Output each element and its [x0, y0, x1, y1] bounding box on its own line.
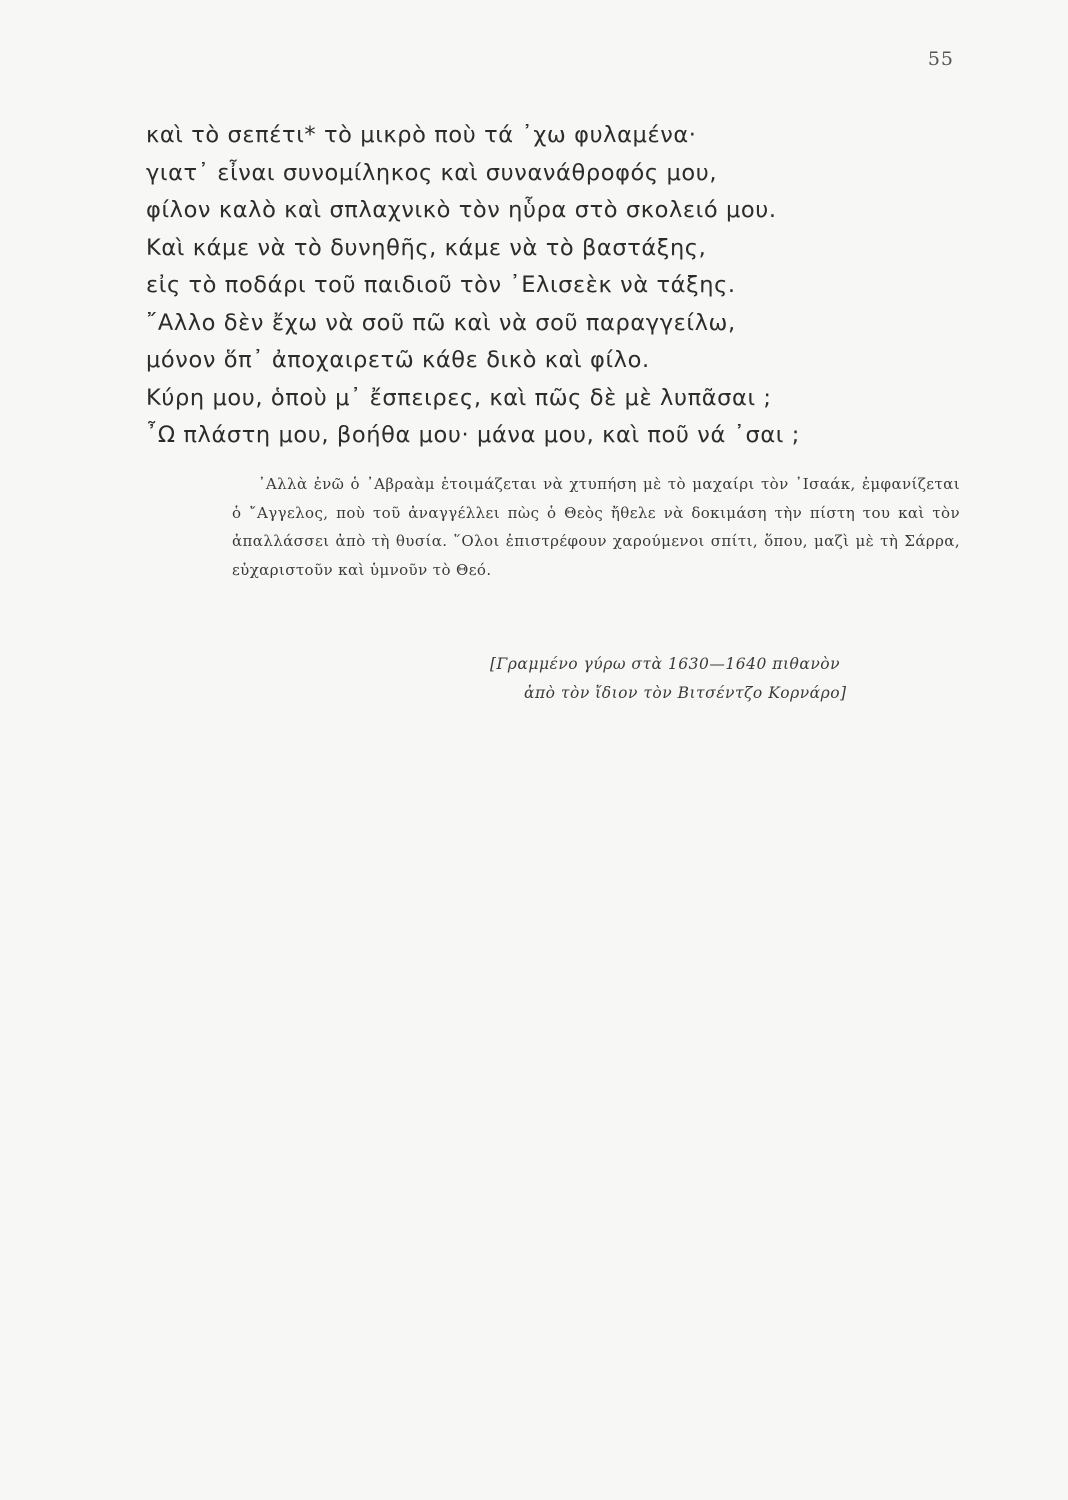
verse-line: ῏Ω πλάστη μου, βοήθα μου· μάνα μου, καὶ ποῦ νά ᾿σαι ; [146, 422, 800, 448]
source-note [490, 650, 960, 708]
verse-line: εἰς τὸ ποδάρι τοῦ παιδιοῦ τὸν ᾿Ελισεὲκ νὰ τάξης. [146, 272, 736, 298]
source-note-line: ἀπὸ τὸν ἴδιον τὸν Βιτσέντζο Κορνάρο] [524, 684, 847, 702]
verse-block [146, 117, 946, 455]
verse-line: καὶ τὸ σεπέτι* τὸ μικρὸ ποὺ τά ᾿χω φυλαμένα· [146, 122, 697, 148]
verse-line: γιατ᾿ εἶναι συνομίληκος καὶ συνανάθροφός μου, [146, 159, 718, 186]
summary-paragraph [232, 470, 960, 584]
summary-text: ᾿Αλλὰ ἐνῶ ὁ ᾿Αβραὰμ ἑτοιμάζεται νὰ χτυπήση μὲ τὸ μαχαίρι τὸν ᾿Ισαάκ, ἐμφανίζεται ὁ ῎Αγγελος, ποὺ τοῦ ἀναγγέλλει πὼς ὁ Θεὸς ἤθελε νὰ δοκιμάση τὴν πίστη του καὶ τὸν ἀπαλλάσσει ἀπὸ τὴ θυσία. ῞Ολοι ἐπιστρέφουν χαρούμενοι σπίτι, ὅπου, μαζὶ μὲ τὴ Σάρρα, εὐχαριστοῦν καὶ ὑμνοῦν τὸ Θεό. [232, 475, 960, 579]
verse-line: φίλον καλὸ καὶ σπλαχνικὸ τὸν ηὗρα στὸ σκολειό μου. [146, 197, 777, 223]
verse-line: Κύρη μου, ὁποὺ μ᾿ ἔσπειρες, καὶ πῶς δὲ μὲ λυπᾶσαι ; [146, 384, 772, 411]
verse-line: μόνον ὅπ᾿ ἀποχαιρετῶ κάθε δικὸ καὶ φίλο. [146, 347, 650, 373]
verse-line: Καὶ κάμε νὰ τὸ δυνηθῆς, κάμε νὰ τὸ βαστάξης, [146, 234, 707, 261]
page-number: 55 [927, 48, 954, 70]
verse-line: ῎Αλλο δὲν ἔχω νὰ σοῦ πῶ καὶ νὰ σοῦ παραγγείλω, [146, 309, 736, 336]
source-note-line: [Γραμμένο γύρω στὰ 1630—1640 πιθανὸν [490, 655, 841, 673]
